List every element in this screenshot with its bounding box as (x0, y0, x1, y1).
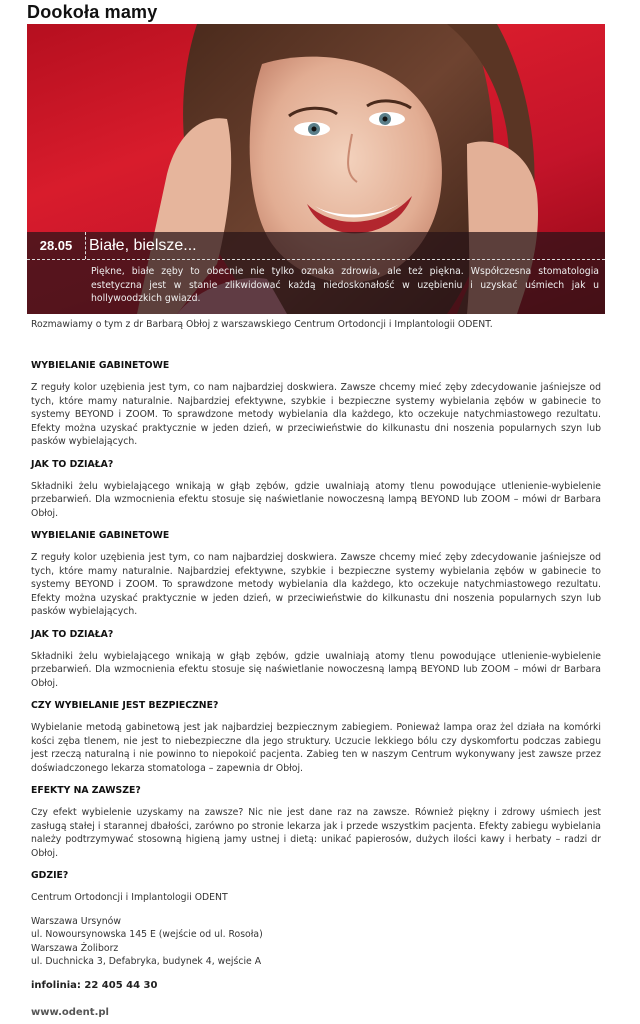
hero-divider (27, 259, 605, 260)
section-text: Składniki żelu wybielającego wnikają w głąb zębów, gdzie uwalniają atomy tlenu powodujące utlenienie-wybielenie przebarwień. Dla wzmocnienia efektu stosuje się naświetlanie nowoczesną lampą BEYOND lub ZOOM – mówi dr Barbara Obłoj. (31, 650, 601, 689)
section-text: Wybielanie metodą gabinetową jest jak najbardziej bezpiecznym zabiegiem. Ponieważ lampa oraz żel działa na komórki kości zęba tlenem, nie jest to niebezpieczne dla jego struktury. Uczucie lekkiego bólu czy dyskomfortu podczas zabiegu jest rzeczą naturalną i nie powinno to niepokoić pacjenta. Zabieg ten w naszym Centrum wykonywany jest zawsze przez doświadczonego lekarza stomatologa – zapewnia dr Obłoj. (31, 722, 601, 774)
address-block (31, 915, 601, 969)
section-heading: JAK TO DZIAŁA? (31, 458, 114, 470)
address-line: ul. Nowoursynowska 145 E (wejście od ul. Rosoła) (31, 929, 263, 940)
section-heading: JAK TO DZIAŁA? (31, 628, 114, 640)
site-title: Dookoła mamy (27, 2, 158, 22)
where-heading: GDZIE? (31, 870, 69, 881)
section-heading: WYBIELANIE GABINETOWE (31, 360, 170, 371)
address-line: Warszawa Żoliborz (31, 942, 119, 954)
section-text: Czy efekt wybielenie uzyskamy na zawsze? Nic nie jest dane raz na zawsze. Również piękny i zdrowy uśmiech jest zasługą stałej i starannej dbałości, zarówno po stronie lekarza jak i przede wszystkim pacjenta. Efekty zabiegu wybielania należy podtrzymywać stosowną higieną jamy ustnej i dietą: unikać papierosów, dużych ilości kawy i herbaty – radzi dr Obłoj. (31, 807, 601, 859)
website-link[interactable]: www.odent.pl (31, 1007, 109, 1018)
intro-text: Rozmawiamy o tym z dr Barbarą Obłoj z warszawskiego Centrum Ortodoncji i Implantologii ODENT. (31, 319, 493, 330)
section-heading: EFEKTY NA ZAWSZE? (31, 785, 141, 796)
section-text: Składniki żelu wybielającego wnikają w głąb zębów, gdzie uwalniają atomy tlenu powodujące utlenienie-wybielenie przebarwień. Dla wzmocnienia efektu stosuje się naświetlanie nowoczesną lampą BEYOND lub ZOOM – mówi dr Barbara Obłoj. (31, 480, 601, 519)
clinic-name: Centrum Ortodoncji i Implantologii ODENT (31, 892, 228, 903)
article-body (31, 360, 601, 1019)
phone-infoline: infolinia: 22 405 44 30 (31, 979, 158, 991)
hero-headline[interactable]: Białe, bielsze... (89, 237, 197, 254)
address-line: Warszawa Ursynów (31, 915, 121, 927)
section-text: Z reguły kolor uzębienia jest tym, co nam najbardziej doskwiera. Zawsze chcemy mieć zęby zdecydowanie jaśniejsze od tych, które mamy naturalnie. Najbardziej efektywne, szybkie i bezpieczne systemy wybielania zębów w gabinecie to systemy BEYOND i ZOOM. To sprawdzone metody wybielania dla każdego, kto oczekuje natychmiastowego rezultatu. Efekty można uzyskać praktycznie w jeden dzień, w przeciwieństwie do kilkunastu dni noszenia popularnych szyn lub pasków wybielających. (31, 382, 601, 447)
section-text: Z reguły kolor uzębienia jest tym, co nam najbardziej doskwiera. Zawsze chcemy mieć zęby zdecydowanie jaśniejsze od tych, które mamy naturalnie. Najbardziej efektywne, szybkie i bezpieczne systemy wybielania zębów w gabinecie to systemy BEYOND i ZOOM. To sprawdzone metody wybielania dla każdego, kto oczekuje natychmiastowego rezultatu. Efekty można uzyskać praktycznie w jeden dzień, w przeciwieństwie do kilkunastu dni noszenia popularnych szyn lub pasków wybielających. (31, 552, 601, 617)
section-heading: CZY WYBIELANIE JEST BEZPIECZNE? (31, 700, 219, 711)
section-heading: WYBIELANIE GABINETOWE (31, 530, 170, 541)
hero-banner[interactable] (27, 24, 605, 314)
hero-lead: Piękne, białe zęby to obecnie nie tylko oznaka zdrowia, ale też piękna. Współczesna stomatologia estetyczna jest w stanie zlikwidować każdą niedoskonałość w uzębieniu i uzyskać uśmiech jak u hollywoodzkich gwiazd. (91, 266, 599, 304)
address-line: ul. Duchnicka 3, Defabryka, budynek 4, wejście A (31, 956, 262, 967)
hero-date: 28.05 (27, 232, 86, 259)
